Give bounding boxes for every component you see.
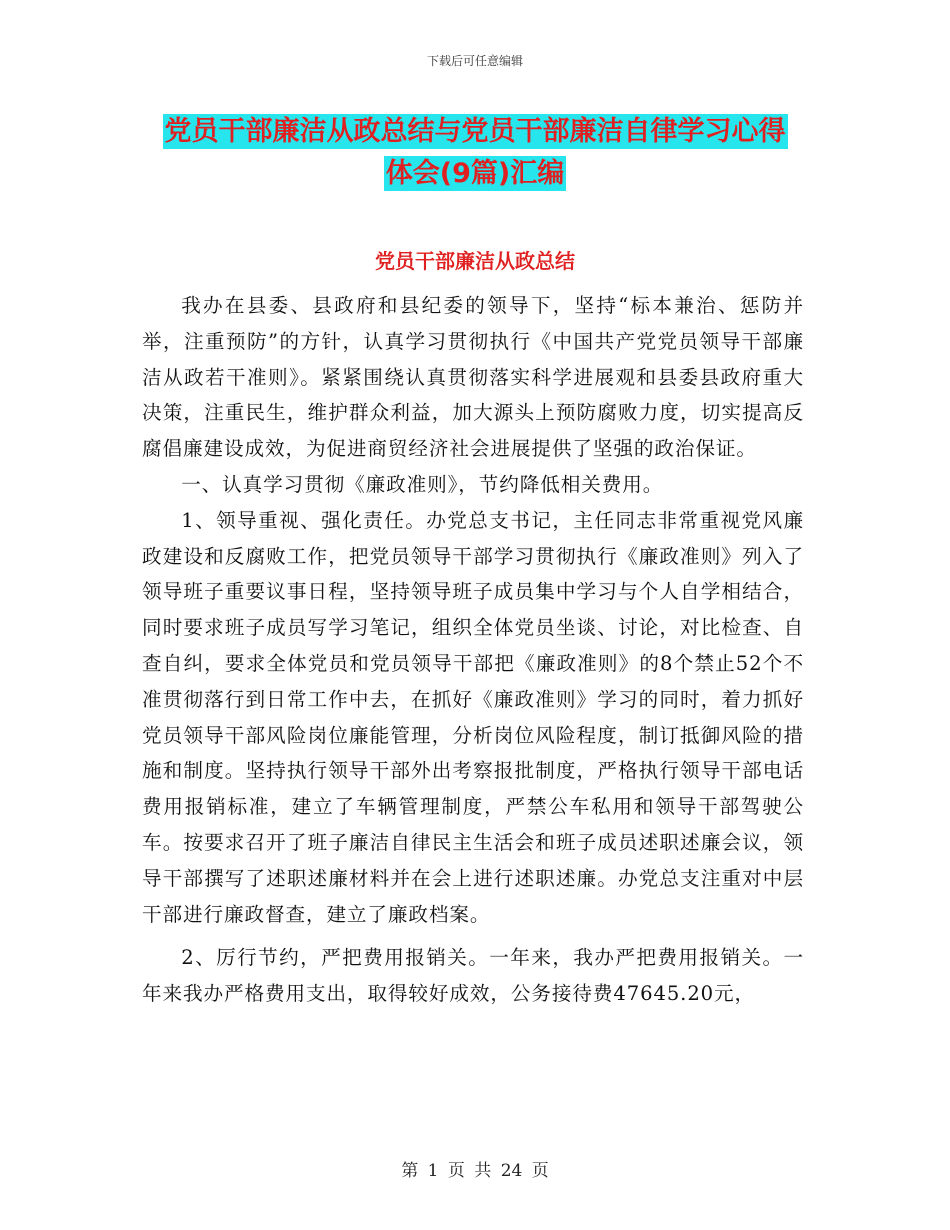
title-highlight-1: 党员干部廉洁从政总结与党员干部廉洁自律学习心得 [164, 116, 786, 147]
document-body [142, 288, 804, 1012]
paragraph-item-2: 2、厉行节约，严把费用报销关。一年来，我办严把费用报销关。一年来我办严格费用支出，取得较好成效，公务接待费47645.20元， [142, 946, 804, 1006]
document-title-line-2 [0, 152, 950, 196]
section-title: 党员干部廉洁从政总结 [375, 249, 575, 273]
page-footer: 第 1 页 共 24 页 [401, 1161, 549, 1181]
paragraph-heading-1: 一、认真学习贯彻《廉政准则》，节约降低相关费用。 [181, 472, 664, 496]
header-note: 下载后可任意编辑 [426, 54, 523, 68]
paragraph-intro: 我办在县委、县政府和县纪委的领导下，坚持“标本兼治、惩防并举，注重预防”的方针，认真学习贯彻执行《中国共产党党员领导干部廉洁从政若干准则》。紧紧围绕认真贯彻落实科学进展观和县委县政府重大决策，注重民生，维护群众利益，加大源头上预防腐败力度，切实提高反腐倡廉建设成效，为促进商贸经济社会进展提供了坚强的政治保证。 [142, 294, 804, 461]
paragraph-item-1: 1、领导重视、强化责任。办党总支书记，主任同志非常重视党风廉政建设和反腐败工作，把党员领导干部学习贯彻执行《廉政准则》列入了领导班子重要议事日程，坚持领导班子成员集中学习与个人自学相结合，同时要求班子成员写学习笔记，组织全体党员坐谈、讨论，对比检查、自查自纠，要求全体党员和党员领导干部把《廉政准则》的8个禁止52个不准贯彻落行到日常工作中去，在抓好《廉政准则》学习的同时，着力抓好党员领导干部风险岗位廉能管理，分析岗位风险程度，制订抵御风险的措施和制度。坚持执行领导干部外出考察报批制度，严格执行领导干部电话费用报销标准，建立了车辆管理制度，严禁公车私用和领导干部驾驶公车。按要求召开了班子廉洁自律民主生活会和班子成员述职述廉会议，领导干部撰写了述职述廉材料并在会上进行述职述廉。办党总支注重对中层干部进行廉政督查，建立了廉政档案。 [142, 508, 804, 926]
title-highlight-2: 体会(9篇)汇编 [385, 158, 565, 189]
document-title-line-1 [0, 110, 950, 154]
